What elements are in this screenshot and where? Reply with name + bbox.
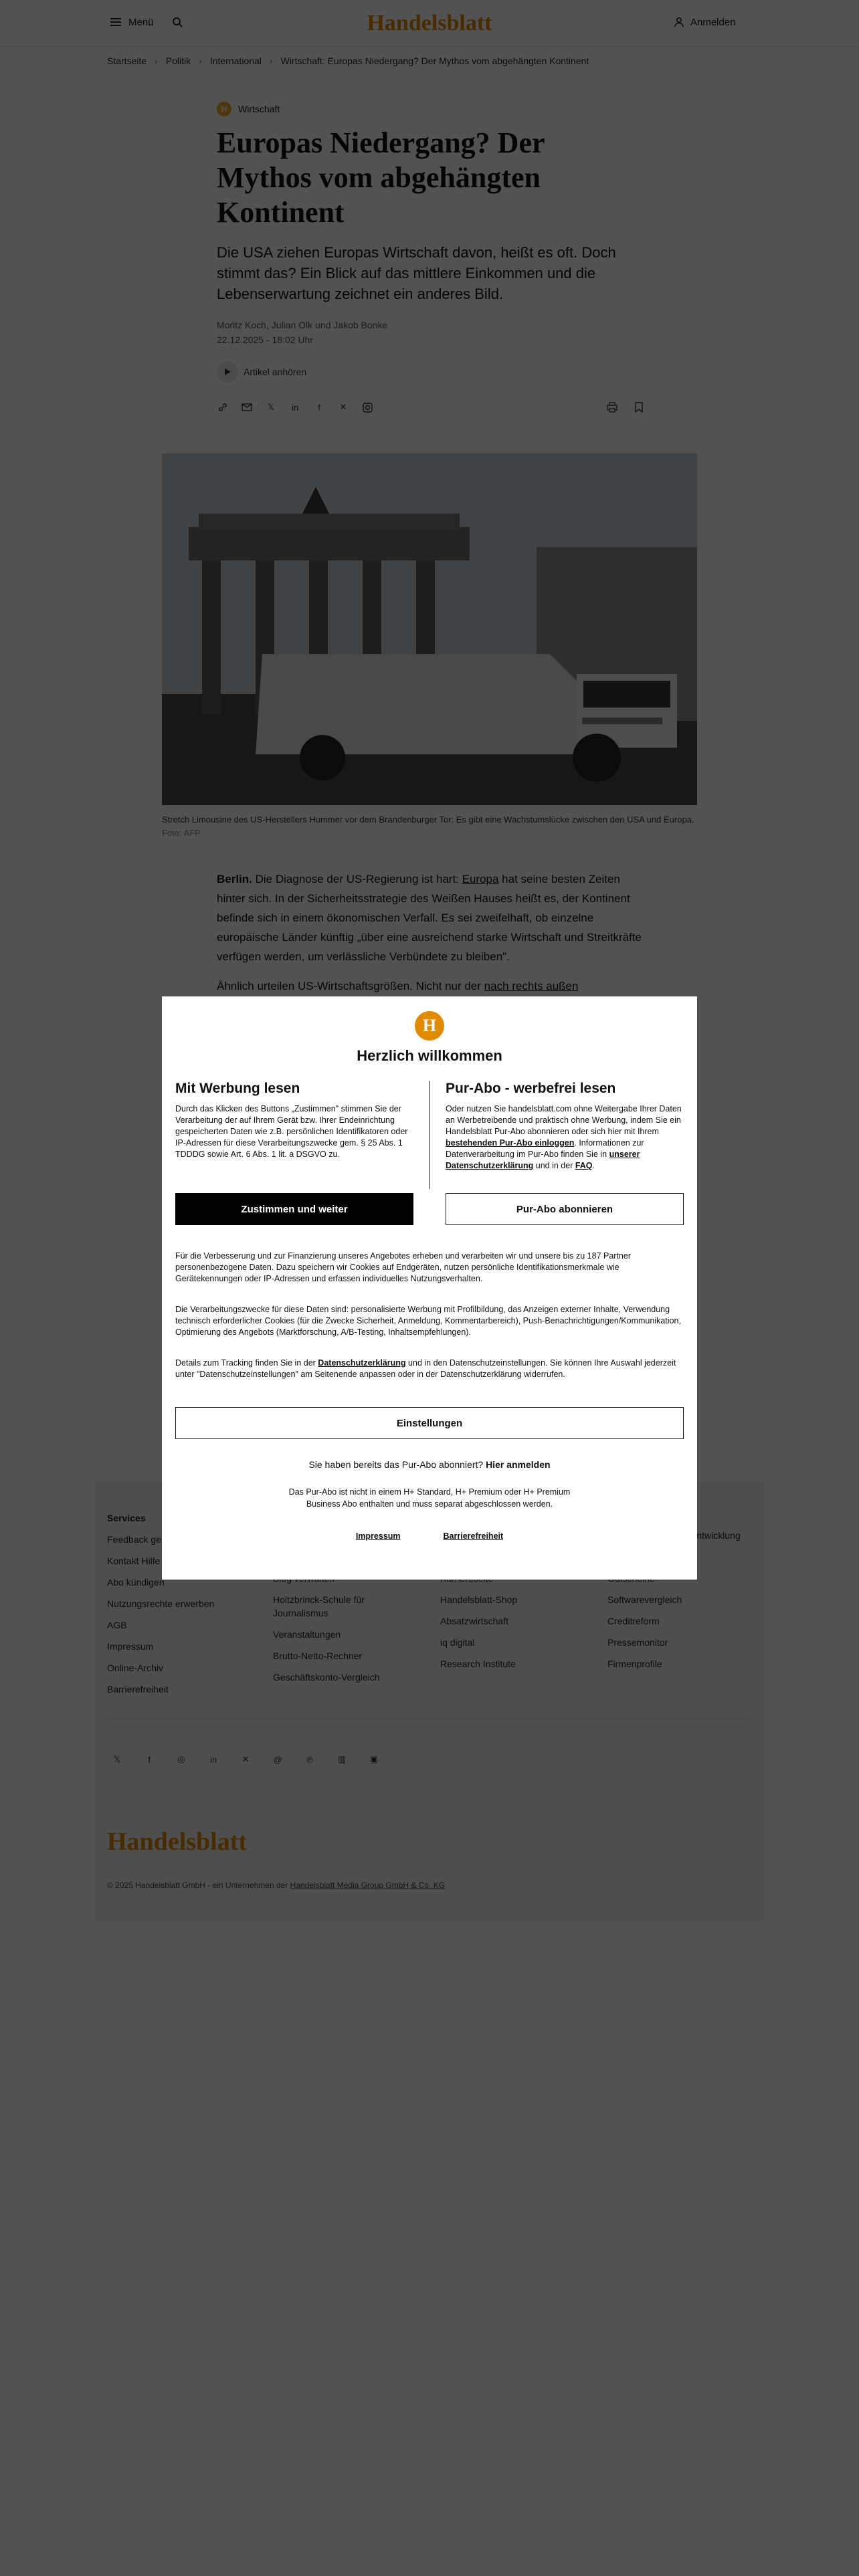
accept-button[interactable]: Zustimmen und weiter — [175, 1193, 413, 1225]
dialog-title: Herzlich willkommen — [357, 1047, 502, 1064]
imprint-link[interactable]: Impressum — [355, 1531, 401, 1541]
handelsblatt-logo-icon: H — [415, 1011, 444, 1041]
consent-info-3: Details zum Tracking finden Sie in der Datenschutzerklärung und in den Datenschutzeinstellungen. Sie können Ihre Auswahl jederzeit unter "Datenschutzeinstellungen" am Seitenende anpassen oder in der Datenschutzerklärung widerrufen. — [175, 1358, 676, 1379]
pur-abo-note: Das Pur-Abo ist nicht in einem H+ Standard, H+ Premium oder H+ Premium Business Abo enthalten und muss separat abgeschlossen werden. — [288, 1487, 571, 1509]
ads-option — [175, 1081, 413, 1215]
consent-dialog — [162, 996, 697, 1580]
pur-abo-text: Oder nutzen Sie handelsblatt.com ohne Weitergabe Ihrer Daten an Werbetreibende und praktisch ohne Werbung, indem Sie ein Handelsblatt Pur-Abo abonnieren oder sich hier mit Ihrem bestehenden Pur-Abo einloggen. Informationen zur Datenverarbeitung im Pur-Abo finden Sie in unserer Datenschutzerklärung und in der FAQ. — [446, 1104, 682, 1170]
ads-heading: Mit Werbung lesen — [175, 1081, 300, 1096]
accessibility-link[interactable]: Barrierefreiheit — [443, 1531, 504, 1541]
privacy-link[interactable]: Datenschutzerklärung — [318, 1358, 406, 1368]
consent-info-2: Die Verarbeitungszwecke für diese Daten sind: personalisierte Werbung mit Profilbildung, das Anzeigen externer Inhalte, Verwendung technisch erforderlicher Cookies (für die Zwecke Sicherheit, Anmeldung, Kommentarbereich), Push-Benachrichtigungen/Kommunikation, Optimierung des Angebots (Marktforschung, A/B-Testing, Inhaltsempfehlungen). — [175, 1305, 681, 1337]
pur-abo-login-link[interactable]: bestehenden Pur-Abo einloggen — [446, 1138, 575, 1148]
ads-text: Durch das Klicken des Buttons „Zustimmen" stimmen Sie der Verarbeitung der auf Ihrem Gerät bzw. Ihrer Endeinrichtung gespeicherten Daten wie z.B. persönlichen Identifikatoren oder IP-Adressen für diese Verarbeitungszwecke gem. § 25 Abs. 1 TDDDG sowie Art. 6 Abs. 1 lit. a DSGVO zu. — [175, 1104, 408, 1159]
login-link[interactable]: Hier anmelden — [486, 1459, 551, 1470]
settings-button[interactable]: Einstellungen — [175, 1407, 684, 1439]
faq-link[interactable]: FAQ — [575, 1161, 593, 1170]
subscribe-button[interactable]: Pur-Abo abonnieren — [446, 1193, 684, 1225]
privacy-policy-link[interactable]: unserer Datenschutzerklärung — [446, 1150, 640, 1170]
pur-abo-option — [446, 1081, 684, 1215]
consent-info-1: Für die Verbesserung und zur Finanzierung unseres Angebotes erheben und verarbeiten wir und unsere bis zu 187 Partner personenbezogene Daten. Dazu speichern wir Cookies auf Endgeräten, nutzen persönliche Identifikationsmerkmale wie Gerätekennungen oder IP-Adressen und erfassen individuelles Nutzungsverhalten. — [175, 1251, 631, 1283]
pur-abo-heading: Pur-Abo - werbefrei lesen — [446, 1081, 616, 1096]
already-subscribed: Sie haben bereits das Pur-Abo abonniert? Hier anmelden — [308, 1459, 551, 1470]
dialog-footer-links — [162, 1531, 697, 1541]
